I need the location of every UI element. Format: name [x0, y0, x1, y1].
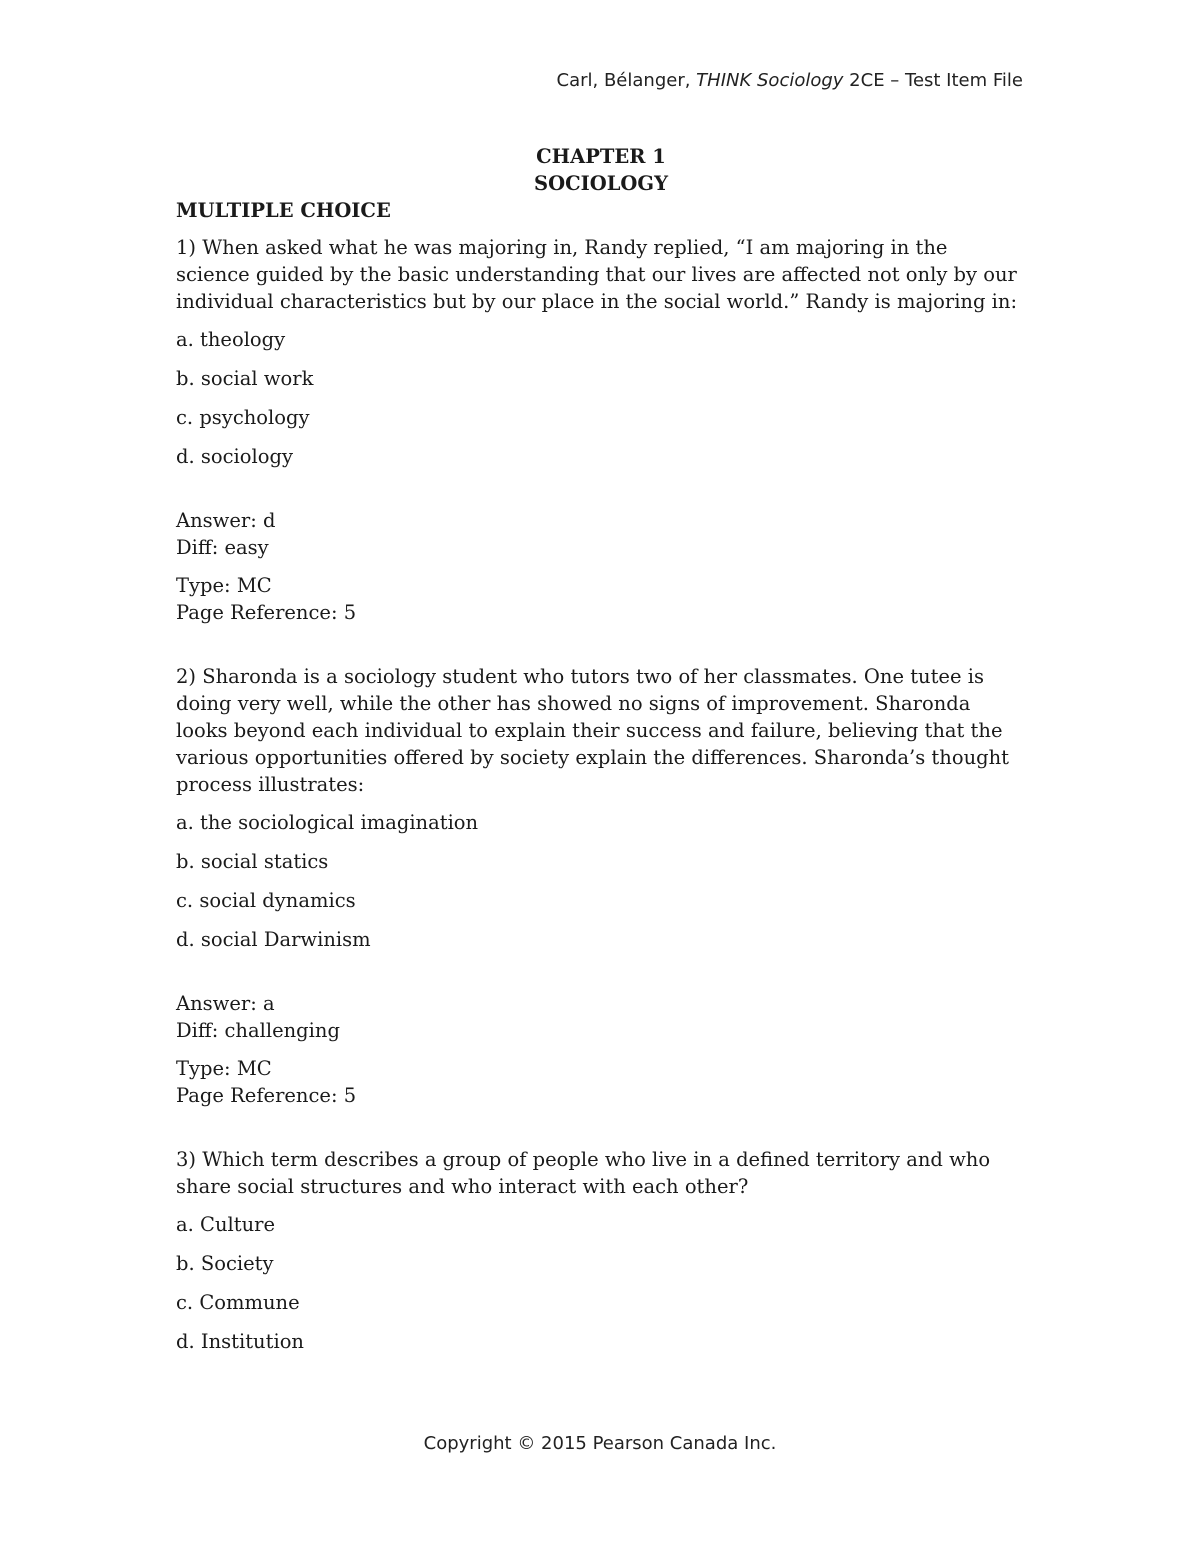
chapter-number: CHAPTER 1 — [536, 145, 666, 168]
option-a: a. the sociological imagination — [176, 811, 479, 834]
option-d: d. Institution — [176, 1330, 304, 1353]
type-line: Type: MC — [176, 574, 272, 597]
type-line: Type: MC — [176, 1057, 272, 1080]
chapter-title: SOCIOLOGY — [534, 172, 668, 195]
answer-line: Answer: d — [176, 509, 276, 532]
question-text: 3) Which term describes a group of people who live in a defined territory and who share social structures and who interact with each other? — [176, 1148, 991, 1198]
answer-meta — [176, 507, 1026, 626]
question-1 — [176, 234, 1026, 626]
question-text: 2) Sharonda is a sociology student who tutors two of her classmates. One tutee is doing very well, while the other has showed no signs of improvement. Sharonda looks beyond each individual to explain their success and failure, believing that the various opportunities offered by society explain the differences. Sharonda’s thought process illustrates: — [176, 665, 1010, 796]
option-b: b. social work — [176, 367, 314, 390]
header-book-title: THINK Sociology — [696, 70, 844, 91]
answer-meta — [176, 990, 1026, 1109]
answer-line: Answer: a — [176, 992, 275, 1015]
option-b: b. Society — [176, 1252, 274, 1275]
option-c: c. social dynamics — [176, 889, 356, 912]
option-a: a. Culture — [176, 1213, 275, 1236]
page-reference-line: Page Reference: 5 — [176, 601, 357, 624]
running-header — [557, 70, 1023, 91]
question-2 — [176, 663, 1026, 1109]
copyright-footer: Copyright © 2015 Pearson Canada Inc. — [423, 1433, 777, 1454]
difficulty-line: Diff: easy — [176, 536, 269, 559]
question-text: 1) When asked what he was majoring in, Randy replied, “I am majoring in the science guided by the basic understanding that our lives are affected not only by our individual characteristics but by our place in the social world.” Randy is majoring in: — [176, 236, 1018, 313]
option-d: d. sociology — [176, 445, 293, 468]
section-heading: MULTIPLE CHOICE — [176, 199, 391, 222]
option-b: b. social statics — [176, 850, 329, 873]
page-reference-line: Page Reference: 5 — [176, 1084, 357, 1107]
header-edition: 2CE – Test Item File — [843, 70, 1023, 91]
option-d: d. social Darwinism — [176, 928, 371, 951]
difficulty-line: Diff: challenging — [176, 1019, 340, 1042]
header-authors: Carl, Bélanger, — [556, 70, 697, 91]
option-c: c. psychology — [176, 406, 310, 429]
option-c: c. Commune — [176, 1291, 300, 1314]
question-3 — [176, 1146, 1026, 1355]
page-content — [176, 143, 1026, 1367]
option-a: a. theology — [176, 328, 286, 351]
